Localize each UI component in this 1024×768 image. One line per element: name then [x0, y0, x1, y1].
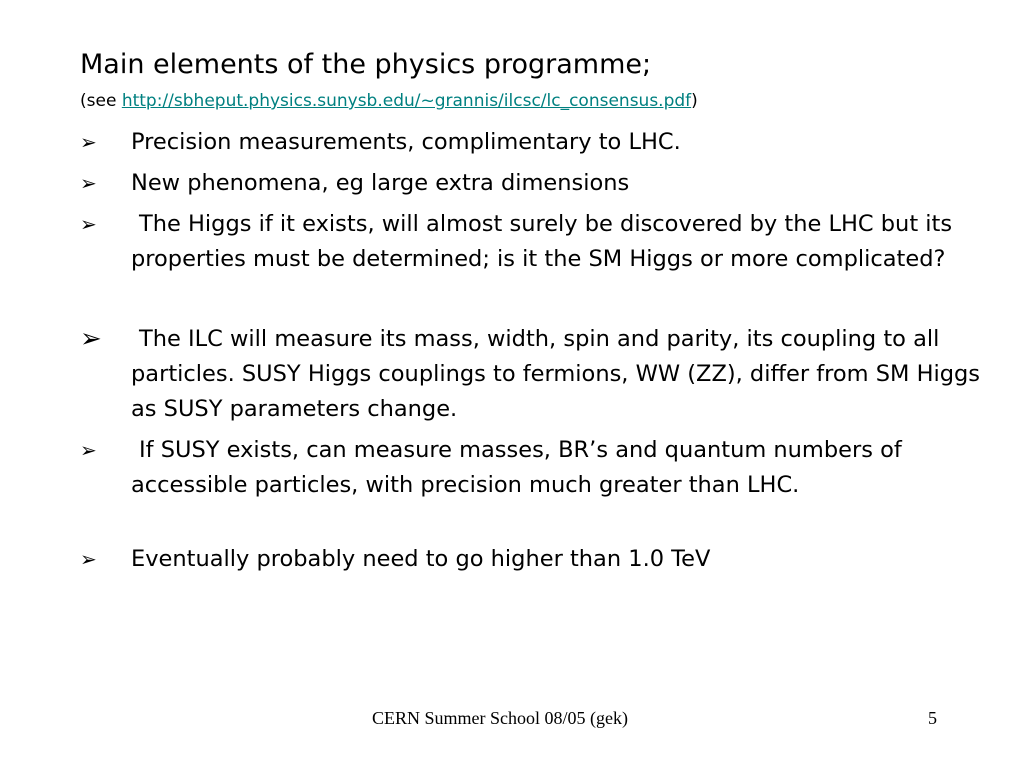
right-arrowhead-icon: ➢ [80, 171, 97, 195]
bullet-text: The Higgs if it exists, will almost surely be discovered by the LHC but its properties must be determined; is it the SM Higgs or more complicated? [131, 211, 953, 272]
slide-subtitle [80, 89, 698, 113]
subtitle-suffix: ) [691, 91, 698, 111]
bullet-text: Precision measurements, complimentary to LHC. [131, 129, 681, 155]
right-arrowhead-icon: ➢ [80, 212, 97, 236]
slide-title: Main elements of the physics programme; [80, 49, 652, 80]
subtitle-prefix: (see [80, 91, 122, 111]
right-arrowhead-icon: ➢ [80, 324, 102, 354]
slide-footer: CERN Summer School 08/05 (gek) [372, 708, 628, 728]
bullet-text: Eventually probably need to go higher than 1.0 TeV [131, 546, 711, 572]
right-arrowhead-icon: ➢ [80, 438, 97, 462]
right-arrowhead-icon: ➢ [80, 547, 97, 571]
bullet-text: New phenomena, eg large extra dimensions [131, 170, 630, 196]
bullet-text: If SUSY exists, can measure masses, BR’s and quantum numbers of accessible particles, with precision much greater than LHC. [131, 437, 902, 498]
right-arrowhead-icon: ➢ [80, 130, 97, 154]
consensus-link[interactable]: http://sbheput.physics.sunysb.edu/~grannis/ilcsc/lc_consensus.pdf [121, 91, 692, 111]
page-number: 5 [928, 708, 937, 728]
bullet-text: The ILC will measure its mass, width, spin and parity, its coupling to all particles. SUSY Higgs couplings to fermions, WW (ZZ), differ from SM Higgs as SUSY parameters change. [131, 326, 981, 422]
